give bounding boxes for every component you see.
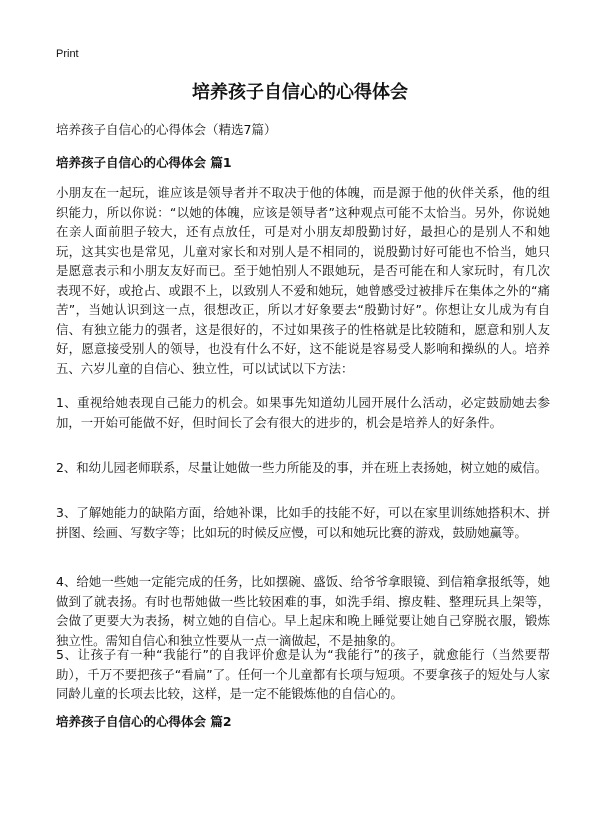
print-link[interactable]: Print xyxy=(56,48,79,60)
paragraph-tip-5: 5、让孩子有一种“我能行”的自我评价愈是认为“我能行”的孩子，就愈能行（当然要帮助），千万不要把孩子“看扁”了。任何一个儿童都有长项与短项。不要拿孩子的短处与人家同龄儿童的长项去比较，这样，是一定不能锻炼他的自信心的。 xyxy=(56,647,550,701)
paragraph-tip-3: 3、了解她能力的缺陷方面，给她补课，比如手的技能不好，可以在家里训练她搭积木、拼拼图、绘画、写数字等；比如玩的时候反应慢，可以和她玩比赛的游戏，鼓励她赢等。 xyxy=(56,505,550,540)
paragraph-tip-2: 2、和幼儿园老师联系，尽量让她做一些力所能及的事，并在班上表扬她，树立她的威信。 xyxy=(56,460,548,475)
paragraph-tip-1: 1、重视给她表现自己能力的机会。如果事先知道幼儿园开展什么活动，必定鼓励她去参加，一开始可能做不好，但时间长了会有很大的进步的，机会是培养人的好条件。 xyxy=(56,395,550,430)
paragraph-intro: 小朋友在一起玩，谁应该是领导者并不取决于他的体魄，而是源于他的伙伴关系，他的组织能力，所以你说：“以她的体魄，应该是领导者”这种观点可能不太恰当。另外，你说她在亲人面前胆子较大，还有点放任，可是对小朋友却殷勤讨好，最担心的是别人不和她玩，这其实也是常见，儿童对家长和对别人是不相同的，说殷勤讨好可能也不恰当，她只是愿意表示和小朋友友好而已。至于她怕别人不跟她玩，是否可能在和人家玩时，有几次表现不好，或抢占、或跟不上，以致别人不爱和她玩，她曾感受过被排斥在集体之外的“痛苦”，当她认识到这一点，很想改正，所以才好象要去“殷勤讨好”。你想让女儿成为有自信、有独立能力的强者，这是很好的，不过如果孩子的性格就是比较随和，愿意和别人友好，愿意接受别人的领导，也没有什么不好，这不能说是容易受人影响和操纵的人。培养五、六岁儿童的自信心、独立性，可以试试以下方法： xyxy=(56,185,550,376)
document-subtitle: 培养孩子自信心的心得体会（精选7篇） xyxy=(56,122,277,137)
paragraph-tip-4: 4、给她一些她一定能完成的任务，比如摆碗、盛饭、给爷爷拿眼镜、到信箱拿报纸等，她做到了就表扬。有时也帮她做一些比较困难的事，如洗手绢、擦皮鞋、整理玩具上架等，会做了更要大为表扬，树立她的自信心。早上起床和晚上睡觉要让她自己穿脱衣服，锻炼独立性。需知自信心和独立性要从一点一滴做起，不是抽象的。 xyxy=(56,574,550,648)
section-heading-1: 培养孩子自信心的心得体会 篇1 xyxy=(56,155,232,170)
page-title: 培养孩子自信心的心得体会 xyxy=(192,82,408,103)
section-heading-2: 培养孩子自信心的心得体会 篇2 xyxy=(56,714,232,729)
